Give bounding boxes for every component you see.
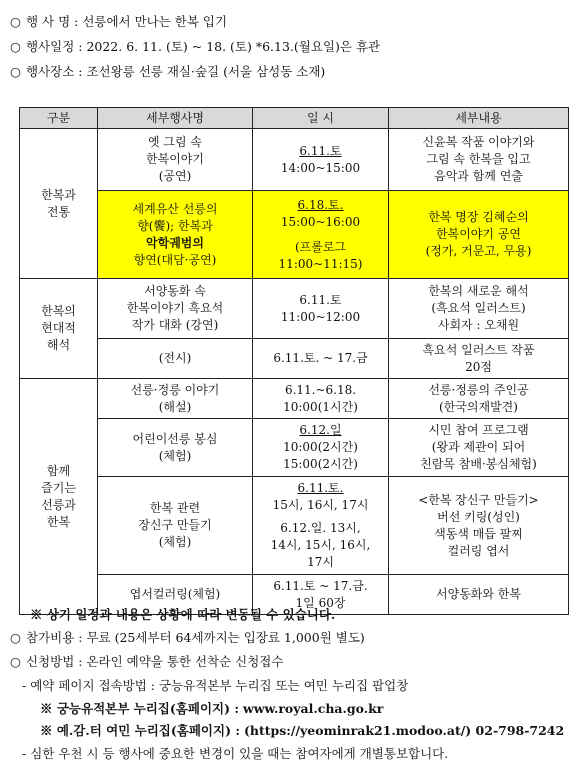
datetime-cell: 6.12.일 10:00(2시간) 15:00(2시간) [253,419,389,477]
datetime-cell: 6.18.토. 15:00~16:00 (프롤로그 11:00~11:15) [253,191,389,279]
detail-cell: 흑요석 일러스트 작품 20점 [389,339,569,379]
detail-cell: 선릉·정릉의 주인공 (한국의재발견) [389,379,569,419]
fee-line [10,628,365,646]
category-cell: 한복과 전통 [20,129,98,279]
site2-label: ※ 예.감.터 여민 누리집(홈페이지) : [40,723,240,738]
reserve-line: - 예약 페이지 접속방법 : 궁능유적본부 누리집 또는 여민 누리집 팝업창 [22,678,409,693]
detail-cell: 한복의 새로운 해석 (흑요석 일러스트) 사회자 : 오채원 [389,279,569,339]
datetime-cell: 6.11.토. ~ 17.금 [253,339,389,379]
apply-line [10,652,283,670]
site1-label: ※ 궁능유적본부 누리집(홈페이지) : [40,701,239,716]
header-datetime: 일 시 [253,108,389,129]
detail-cell: 신윤복 작품 이야기와 그림 속 한복을 입고 음악과 함께 연출 [389,129,569,191]
site1-line [40,699,383,717]
datetime-cell: 6.11.~6.18. 10:00(1시간) [253,379,389,419]
change-notice: ※ 상기 일정과 내용은 상황에 따라 변동될 수 있습니다. [30,607,336,622]
event-name-cell: 어린이선릉 봉심 (체험) [98,419,253,477]
event-name-cell: 선릉·정릉 이야기 (해설) [98,379,253,419]
category-cell: 함께 즐기는 선릉과 한복 [20,379,98,615]
table-header-row [20,108,569,129]
datetime-cell: 6.11.토 14:00~15:00 [253,129,389,191]
header-category: 구분 [20,108,98,129]
table-row [20,129,569,191]
event-venue: 행사장소 : 조선왕릉 선릉 재실·숲길 (서울 삼성동 소재) [25,64,326,79]
detail-cell: 시민 참여 프로그램 (왕과 제관이 되어 친람목 참배·봉심체험) [389,419,569,477]
detail-cell: 서양동화와 한복 [389,575,569,615]
header-detail: 세부내용 [389,108,569,129]
event-name: 행 사 명 : 선릉에서 만나는 한복 입기 [25,14,228,29]
site2-line [40,721,564,739]
datetime-cell: 6.11.토. 15시, 16시, 17시 6.12.일. 13시, 14시, 15시, 16시, 17시 [253,477,389,575]
table-row [20,379,569,419]
fee-text: 참가비용 : 무료 (25세부터 64세까지는 입장료 1,000원 별도) [25,630,365,645]
site2-link[interactable]: (https://yeominrak21.modoo.at/) 02-798-7242 [243,723,565,738]
header-event-name: 세부행사명 [98,108,253,129]
apply-text: 신청방법 : 온라인 예약을 통한 선착순 신청접수 [25,654,284,669]
event-name-cell: 옛 그림 속 한복이야기 (공연) [98,129,253,191]
event-name-cell: (전시) [98,339,253,379]
schedule-table [19,107,569,615]
schedule-line [10,37,380,55]
table-row [20,477,569,575]
venue-line [10,62,325,80]
detail-cell: 한복 명장 김혜순의 한복이야기 공연 (정가, 거문고, 무용) [389,191,569,279]
table-row [20,339,569,379]
event-name-cell: 세계유산 선릉의 향(饗); 한복과 악학궤범의 향연(대담·공연) [98,191,253,279]
table-row [20,419,569,477]
event-name-cell: 서양동화 속 한복이야기 흑요석 작가 대화 (강연) [98,279,253,339]
table-row [20,279,569,339]
circle-bullet-icon: ○ [10,14,21,29]
table-row [20,191,569,279]
datetime-cell: 6.11.토 ~ 17.금. 1일 60장 [253,575,389,615]
circle-bullet-icon: ○ [10,630,21,645]
datetime-cell: 6.11.토 11:00~12:00 [253,279,389,339]
event-name-cell: 엽서컬러링(체험) [98,575,253,615]
category-cell: 한복의 현대적 해석 [20,279,98,379]
change-line: - 심한 우천 시 등 행사에 중요한 변경이 있을 때는 참여자에게 개별통보합니다. [22,746,449,761]
event-name-line [10,12,227,30]
detail-cell: <한복 장신구 만들기> 버선 키링(성인) 색동색 매듭 팔찌 컬러링 엽서 [389,477,569,575]
circle-bullet-icon: ○ [10,64,21,79]
event-name-cell: 한복 관련 장신구 만들기 (체험) [98,477,253,575]
event-schedule: 행사일정 : 2022. 6. 11. (토) ~ 18. (토) *6.13.(월요일)은 휴관 [25,39,381,54]
circle-bullet-icon: ○ [10,654,21,669]
circle-bullet-icon: ○ [10,39,21,54]
site1-link[interactable]: www.royal.cha.go.kr [242,701,384,716]
